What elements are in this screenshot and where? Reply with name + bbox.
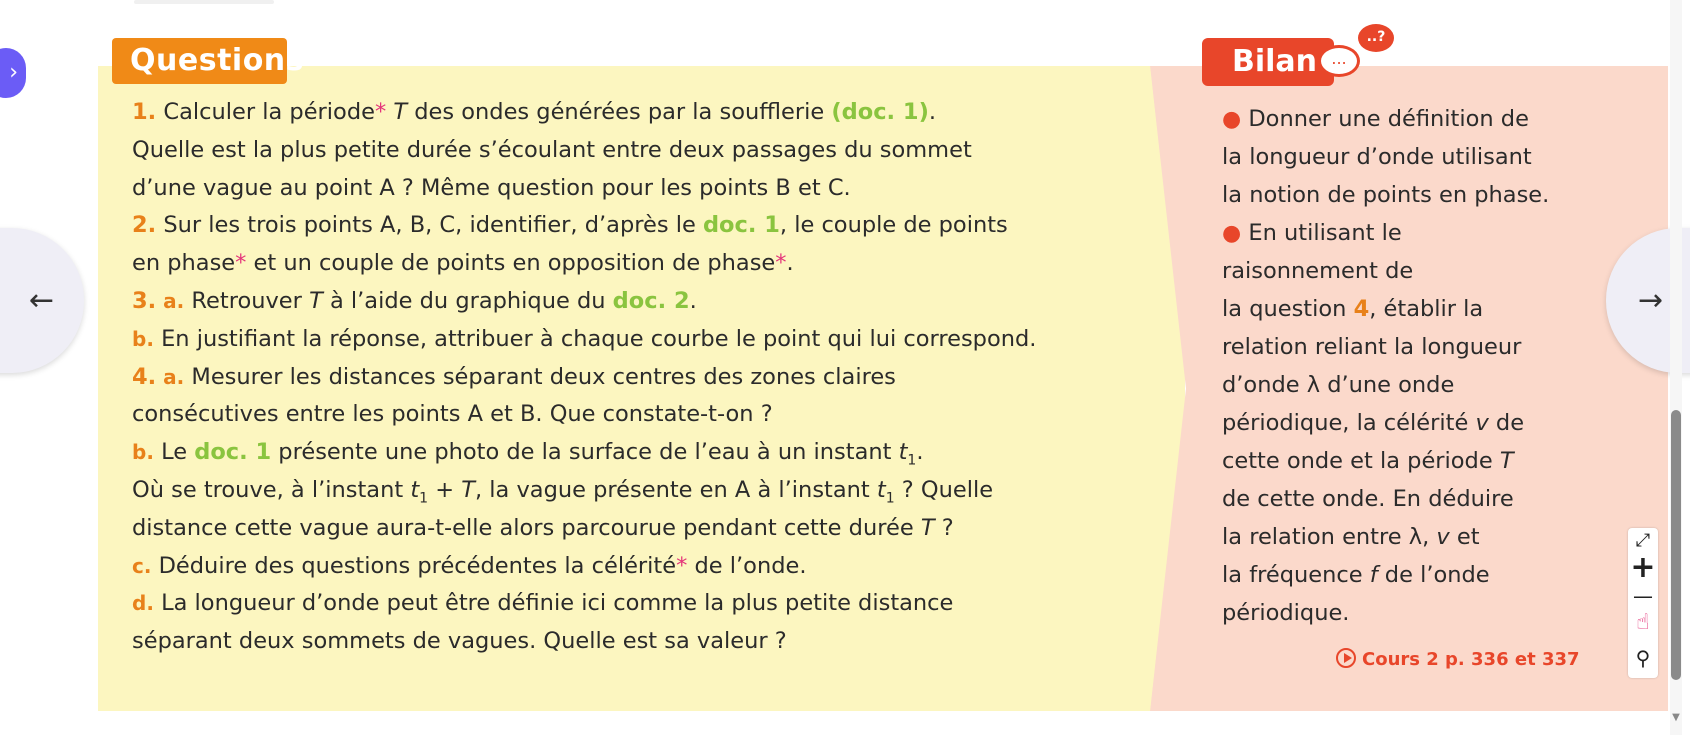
bilan-line (1222, 176, 1602, 214)
bilan-text: 4 (1353, 296, 1370, 322)
bilan-line (1222, 100, 1602, 138)
questions-line (132, 396, 1172, 434)
questions-body (132, 94, 1172, 661)
questions-text: T (920, 514, 935, 541)
questions-text: Déduire des questions précédentes la célérité (151, 552, 677, 579)
questions-text[interactable]: doc. 1 (702, 212, 780, 239)
questions-line (132, 283, 1172, 321)
questions-text: à l’aide du graphique du (322, 287, 613, 314)
sidebar-toggle-button[interactable] (0, 48, 26, 98)
hand-pointer-icon[interactable]: ☝ (1636, 610, 1650, 635)
questions-text: En justifiant la réponse, attribuer à chaque courbe le point qui lui correspond. (153, 325, 1037, 352)
bilan-text: v (1436, 524, 1450, 550)
previous-page-button[interactable] (0, 228, 84, 373)
speech-bubble-icon: ... (1318, 45, 1360, 77)
bilan-text: Donner une définition de (1241, 106, 1529, 132)
questions-text: Où se trouve, à l’instant (132, 476, 411, 503)
arrow-right-icon: → (1638, 283, 1664, 318)
bilan-text: et (1449, 524, 1480, 550)
questions-line (132, 585, 1172, 623)
fullscreen-icon[interactable]: ⤢ (1635, 530, 1651, 551)
questions-text: La longueur d’onde peut être définie ici comme la plus petite distance (153, 590, 954, 617)
bilan-text: de l’onde (1377, 562, 1490, 588)
questions-line (132, 359, 1172, 397)
bilan-text: v (1475, 410, 1489, 436)
questions-line (132, 321, 1172, 359)
questions-text[interactable]: doc. 2 (612, 287, 690, 314)
questions-text: T (309, 287, 323, 314)
questions-text: T (393, 99, 408, 125)
questions-text: des ondes générées par la soufflerie (407, 99, 832, 125)
bilan-line (1222, 328, 1602, 366)
bilan-line (1222, 214, 1602, 252)
questions-text: c. (132, 553, 152, 578)
questions-text: Quelle est la plus petite durée s’écoulant entre deux passages du sommet (132, 136, 972, 163)
questions-text: . (916, 439, 924, 466)
question-bubble-icon: ..? (1358, 24, 1394, 52)
zoom-out-icon[interactable]: — (1633, 584, 1653, 608)
questions-text: 4. (132, 363, 157, 390)
bilan-text: périodique. (1222, 600, 1350, 626)
bilan-line (1222, 480, 1602, 518)
bilan-text: T (1499, 448, 1514, 474)
play-icon (1336, 648, 1356, 668)
scrollbar-thumb[interactable] (1671, 410, 1681, 680)
bilan-line (1222, 594, 1602, 632)
bilan-body (1222, 100, 1602, 632)
questions-text: b. (132, 440, 154, 465)
questions-text: Calculer la période (156, 99, 375, 125)
bilan-text: En utilisant le (1241, 220, 1402, 246)
top-edge-bar (134, 0, 274, 4)
questions-text: . (928, 99, 937, 125)
questions-text: séparant deux sommets de vagues. Quelle est sa valeur ? (132, 628, 787, 655)
bilan-text: de cette onde. En déduire (1222, 486, 1514, 512)
bilan-line (1222, 556, 1602, 594)
bilan-text: raisonnement de (1222, 258, 1414, 284)
questions-text: + (428, 476, 462, 503)
questions-text: d. (132, 591, 154, 616)
questions-line (132, 548, 1172, 586)
bilan-line (1222, 252, 1602, 290)
questions-line (132, 132, 1172, 170)
questions-text[interactable]: doc. 1 (194, 439, 272, 466)
pin-icon[interactable]: ⚲ (1635, 646, 1651, 670)
questions-text: Le (153, 439, 195, 466)
bilan-text: cette onde et la période (1222, 448, 1500, 474)
questions-text: * (775, 250, 787, 277)
questions-text: en phase (132, 250, 236, 277)
bilan-text: périodique, la célérité (1222, 410, 1476, 436)
bilan-text: la fréquence (1222, 562, 1370, 588)
bilan-line (1222, 442, 1602, 480)
bilan-text: la longueur d’onde utilisant (1222, 144, 1532, 170)
bilan-title: Bilan (1202, 38, 1334, 86)
questions-text: Sur les trois points A, B, C, identifier, d’après le (156, 212, 703, 239)
bilan-text: f (1369, 562, 1378, 588)
scroll-down-icon[interactable]: ▼ (1672, 712, 1680, 723)
questions-text: Retrouver (184, 287, 310, 314)
questions-text: 1 (907, 452, 917, 469)
questions-text: . (689, 287, 697, 314)
bilan-line (1222, 138, 1602, 176)
questions-text: 1 (885, 490, 895, 507)
bilan-line (1222, 290, 1602, 328)
questions-text: de l’onde. (687, 552, 807, 579)
questions-text[interactable]: (doc. 1) (831, 99, 929, 125)
questions-line (132, 623, 1172, 661)
cours-link-label: Cours 2 p. 336 et 337 (1362, 649, 1580, 670)
bilan-text: ● (1222, 221, 1242, 246)
bilan-text: la notion de points en phase. (1222, 182, 1550, 208)
questions-text: b. (132, 326, 154, 351)
questions-text: * (676, 552, 688, 579)
questions-line (132, 434, 1172, 472)
questions-text: t (898, 439, 908, 466)
questions-text: et un couple de points en opposition de phase (246, 250, 776, 277)
questions-text: 3. (132, 287, 157, 314)
questions-title: Questions (112, 38, 287, 84)
questions-line (132, 245, 1172, 283)
questions-text: * (235, 250, 247, 277)
questions-text: distance cette vague aura-t-elle alors parcourue pendant cette durée (132, 514, 921, 541)
questions-text: présente une photo de la surface de l’eau à un instant (271, 439, 899, 466)
questions-line (132, 510, 1172, 548)
questions-text: 2. (132, 212, 157, 239)
questions-text: ? Quelle (894, 476, 994, 503)
questions-text: a. (156, 364, 185, 389)
bilan-line (1222, 404, 1602, 442)
cours-link[interactable] (1336, 648, 1580, 670)
bilan-text: relation reliant la longueur (1222, 334, 1522, 360)
questions-text: . (786, 250, 794, 277)
bilan-line (1222, 518, 1602, 556)
bilan-line (1222, 366, 1602, 404)
questions-text: * (374, 99, 387, 125)
questions-text: ? (934, 514, 954, 541)
questions-line (132, 170, 1172, 208)
bilan-text: ● (1222, 107, 1242, 132)
bilan-text: d’onde λ d’une onde (1222, 372, 1455, 398)
questions-line (132, 94, 1172, 132)
questions-line (132, 472, 1172, 510)
bilan-text: de (1488, 410, 1525, 436)
questions-text: 1. (132, 99, 157, 125)
questions-text: t (410, 476, 420, 503)
bilan-text: la relation entre λ, (1222, 524, 1437, 550)
bilan-text: la question (1222, 296, 1354, 322)
zoom-toolbar (1628, 528, 1658, 678)
questions-text: 1 (419, 490, 429, 507)
questions-text: t (876, 476, 886, 503)
arrow-left-icon: ← (28, 283, 54, 318)
chevron-right-icon: › (9, 60, 18, 85)
questions-text: d’une vague au point A ? Même question pour les points B et C. (132, 174, 851, 201)
bilan-text: , établir la (1369, 296, 1484, 322)
questions-line (132, 207, 1172, 245)
zoom-in-icon[interactable]: + (1630, 550, 1656, 585)
questions-text: Mesurer les distances séparant deux centres des zones claires (184, 363, 896, 390)
questions-text: consécutives entre les points A et B. Que constate-t-on ? (132, 401, 773, 428)
questions-text: T (461, 476, 475, 503)
questions-text: , la vague présente en A à l’instant (475, 476, 877, 503)
questions-text: a. (156, 288, 185, 313)
questions-text: , le couple de points (779, 212, 1008, 239)
